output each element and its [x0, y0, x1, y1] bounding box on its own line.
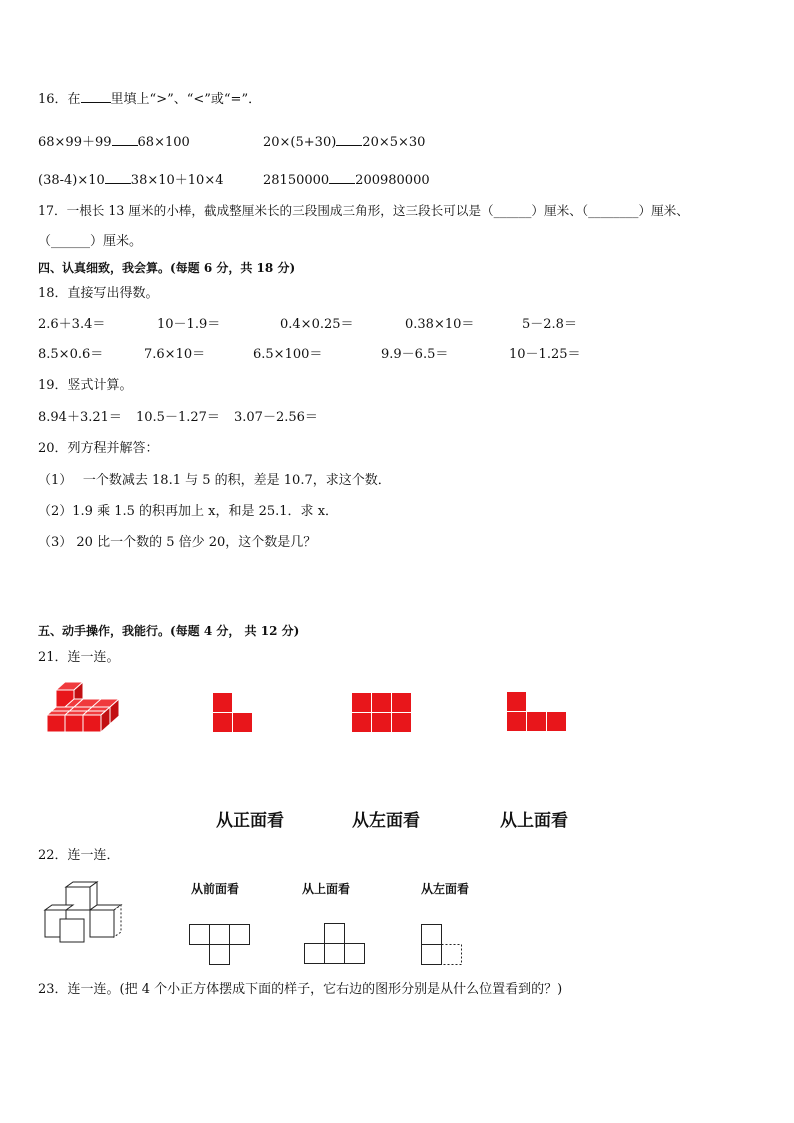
- q21-view-label-top: 从上面看: [500, 811, 568, 831]
- q23-prompt: 23．连一连。(把 4 个小正方体摆成下面的样子，它右边的图形分别是从什么位置看到的？): [38, 982, 563, 997]
- red-square: [392, 713, 412, 733]
- q18-prompt: 18．直接写出得数。: [38, 286, 159, 301]
- q16-item-4: [263, 171, 430, 189]
- answer-blank[interactable]: [105, 171, 131, 184]
- q22-view-shape-2: [304, 923, 366, 965]
- red-square: [352, 713, 372, 733]
- q18-r1-c1: 2.6＋3.4＝: [38, 317, 106, 332]
- q18-r2-c1: 8.5×0.6＝: [38, 347, 104, 362]
- q22-prompt: 22．连一连．: [38, 848, 120, 863]
- q18-r1-c2: 10－1.9＝: [157, 317, 221, 332]
- q19-item-3: 3.07－2.56＝: [234, 410, 318, 425]
- q19-prompt: 19．竖式计算。: [38, 378, 133, 393]
- q20-item-1: （1） 一个数减去 18.1 与 5 的积，差是 10.7，求这个数．: [38, 473, 391, 488]
- red-square: [507, 712, 527, 732]
- q21-view-shape-2: [351, 692, 413, 734]
- red-square: [527, 712, 547, 732]
- answer-blank[interactable]: [329, 171, 355, 184]
- q16-prompt-pre: 16．在: [38, 92, 81, 107]
- q21-view-shape-3: [506, 691, 568, 733]
- section5-title: 五、动手操作，我能行。(每题 4 分， 共 12 分): [38, 624, 300, 638]
- q21-prompt: 21．连一连。: [38, 650, 120, 665]
- q22-view-shape-1: [189, 924, 251, 966]
- q18-r2-c4: 9.9－6.5＝: [381, 347, 449, 362]
- section4-title: 四、认真细致，我会算。(每题 6 分，共 18 分): [38, 261, 296, 275]
- q16-item-2-left: 20×(5+30): [263, 135, 337, 150]
- q16-prompt-post: 里填上“>”、“<”或“=”．: [110, 92, 262, 107]
- q16-item-1-right: 68×100: [137, 135, 190, 150]
- q17-line2: （______）厘米。: [38, 234, 143, 249]
- red-square: [392, 693, 412, 713]
- red-square: [507, 692, 527, 712]
- q21-view-label-front: 从正面看: [216, 811, 284, 831]
- q19-item-2: 10.5－1.27＝: [136, 410, 220, 425]
- q22-view-shape-3: [421, 924, 463, 966]
- q16-item-2: [263, 133, 425, 151]
- q16-prompt: [38, 90, 261, 108]
- q22-view-label-left: 从左面看: [421, 882, 470, 896]
- q18-r1-c5: 5－2.8＝: [522, 317, 577, 332]
- q20-prompt: 20．列方程并解答：: [38, 441, 159, 456]
- q18-r2-c5: 10－1.25＝: [509, 347, 581, 362]
- answer-blank[interactable]: [336, 133, 362, 146]
- q20-item-2: （2）1.9 乘 1.5 的积再加上 x，和是 25.1．求 x．: [38, 504, 339, 519]
- q16-prompt-blank: [81, 90, 111, 103]
- q16-item-3-right: 38×10＋10×4: [130, 173, 224, 188]
- red-square: [372, 713, 392, 733]
- q22-view-label-top: 从上面看: [302, 882, 351, 896]
- q22-view-label-front: 从前面看: [191, 882, 240, 896]
- q18-r1-c4: 0.38×10＝: [405, 317, 475, 332]
- q19-item-1: 8.94＋3.21＝: [38, 410, 122, 425]
- q21-solid-figure: [46, 682, 126, 742]
- q17-line1: 17．一根长 13 厘米的小棒，截成整厘米长的三段围成三角形，这三段长可以是（______）厘米、（________）厘米、: [38, 203, 689, 218]
- q21-view-shape-1: [212, 692, 254, 734]
- red-square: [213, 713, 233, 733]
- q16-item-1: [38, 133, 190, 151]
- q16-item-2-right: 20×5×30: [362, 135, 426, 150]
- red-square: [547, 712, 567, 732]
- q16-item-4-left: 28150000: [263, 173, 330, 188]
- q22-solid-figure: [44, 881, 126, 943]
- red-square: [213, 693, 233, 713]
- q20-item-3: （3） 20 比一个数的 5 倍少 20，这个数是几？: [38, 535, 317, 550]
- q18-r2-c3: 6.5×100＝: [253, 347, 323, 362]
- q18-r2-c2: 7.6×10＝: [144, 347, 206, 362]
- red-square: [372, 693, 392, 713]
- q16-item-3-left: (38-4)×10: [38, 173, 105, 188]
- answer-blank[interactable]: [112, 133, 138, 146]
- q18-r1-c3: 0.4×0.25＝: [280, 317, 354, 332]
- red-square: [233, 713, 253, 733]
- q16-item-3: [38, 171, 223, 189]
- q16-item-4-right: 200980000: [355, 173, 430, 188]
- q16-item-1-left: 68×99＋99: [38, 135, 112, 150]
- red-square: [352, 693, 372, 713]
- q21-view-label-left: 从左面看: [352, 811, 420, 831]
